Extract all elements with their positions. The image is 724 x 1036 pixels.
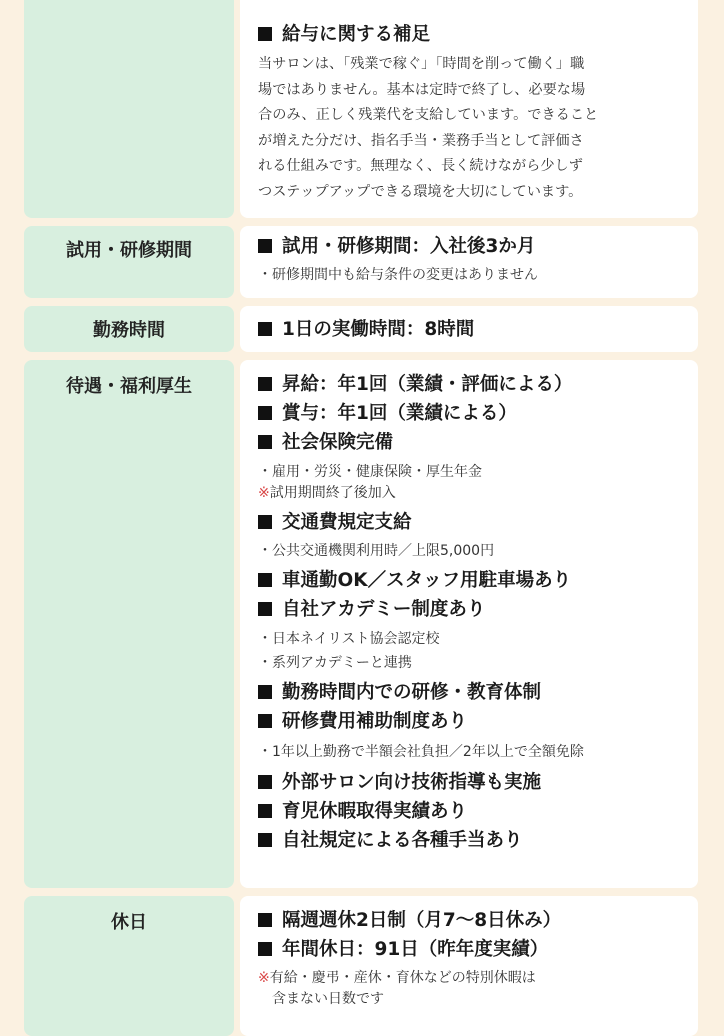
working-hours-content <box>240 306 698 352</box>
square-bullet-icon <box>258 913 272 927</box>
asterisk-mark: ※ <box>258 485 270 501</box>
section-heading: 年間休日：91日（昨年度実績） <box>258 935 686 964</box>
row-label-working-hours: 勤務時間 <box>24 306 234 352</box>
row-label-holidays: 休日 <box>24 896 234 1036</box>
benefits-content <box>240 360 698 888</box>
note-line: ・日本ネイリスト協会認定校 <box>258 631 440 647</box>
paragraph-line: つステップアップできる環境を大切にしています。 <box>258 183 583 200</box>
square-bullet-icon <box>258 942 272 956</box>
square-bullet-icon <box>258 602 272 616</box>
section-heading: 交通費規定支給 <box>258 508 686 537</box>
holidays-content <box>240 896 698 1036</box>
note-line: 含まない日数です <box>258 991 384 1007</box>
paragraph-line: 場ではありません。基本は定時で終了し、必要な場 <box>258 81 586 98</box>
paragraph-line: が増えた分だけ、指名手当・業務手当として評価さ <box>258 132 584 149</box>
trial-period-content <box>240 226 698 298</box>
square-bullet-icon <box>258 714 272 728</box>
paragraph-line: 当サロンは、「残業で稼ぐ」「時間を削って働く」職 <box>258 56 585 72</box>
row-label-trial-period: 試用・研修期間 <box>24 226 234 298</box>
section-heading: 自社アカデミー制度あり <box>258 595 686 624</box>
row-label-benefits: 待遇・福利厚生 <box>24 360 234 888</box>
section-heading: 昇給：年1回（業績・評価による） <box>258 370 686 399</box>
square-bullet-icon <box>258 377 272 391</box>
section-heading: 自社規定による各種手当あり <box>258 826 686 855</box>
section-heading: 外部サロン向け技術指導も実施 <box>258 768 686 797</box>
square-bullet-icon <box>258 775 272 789</box>
section-heading: 隔週週休2日制（月7〜8日休み） <box>258 906 686 935</box>
square-bullet-icon <box>258 239 272 253</box>
note-line: ・1年以上勤務で半額会社負担／2年以上で全額免除 <box>258 744 584 760</box>
paragraph-line: れる仕組みです。無理なく、長く続けながら少しず <box>258 158 583 174</box>
section-heading: 勤務時間内での研修・教育体制 <box>258 678 686 707</box>
square-bullet-icon <box>258 573 272 587</box>
note-line: ※有給・慶弔・産休・育休などの特別休暇は <box>258 970 536 986</box>
paragraph-line: 合のみ、正しく残業代を支給しています。できること <box>258 107 599 123</box>
note-line: ・雇用・労災・健康保険・厚生年金 <box>258 464 482 480</box>
square-bullet-icon <box>258 833 272 847</box>
square-bullet-icon <box>258 515 272 529</box>
square-bullet-icon <box>258 685 272 699</box>
asterisk-mark: ※ <box>258 970 270 986</box>
square-bullet-icon <box>258 406 272 420</box>
salary-paragraph <box>258 52 686 205</box>
salary-supplement-content <box>240 0 698 218</box>
note-line: ※試用期間終了後加入 <box>258 485 396 501</box>
square-bullet-icon <box>258 322 272 336</box>
square-bullet-icon <box>258 435 272 449</box>
section-heading: 給与に関する補足 <box>258 20 686 49</box>
square-bullet-icon <box>258 27 272 41</box>
section-heading: 社会保険完備 <box>258 428 686 457</box>
section-heading: 賞与：年1回（業績による） <box>258 399 686 428</box>
section-heading: 研修費用補助制度あり <box>258 707 686 736</box>
section-heading: 育児休暇取得実績あり <box>258 797 686 826</box>
note-line: ・公共交通機関利用時／上限5,000円 <box>258 543 495 559</box>
note-line: ・系列アカデミーと連携 <box>258 655 412 671</box>
section-heading: 車通勤OK／スタッフ用駐車場あり <box>258 566 686 595</box>
row-label-blank <box>24 0 234 218</box>
square-bullet-icon <box>258 804 272 818</box>
note-line: ・研修期間中も給与条件の変更はありません <box>258 267 538 283</box>
section-heading: 1日の実働時間：8時間 <box>258 315 686 344</box>
section-heading: 試用・研修期間：入社後3か月 <box>258 232 686 261</box>
